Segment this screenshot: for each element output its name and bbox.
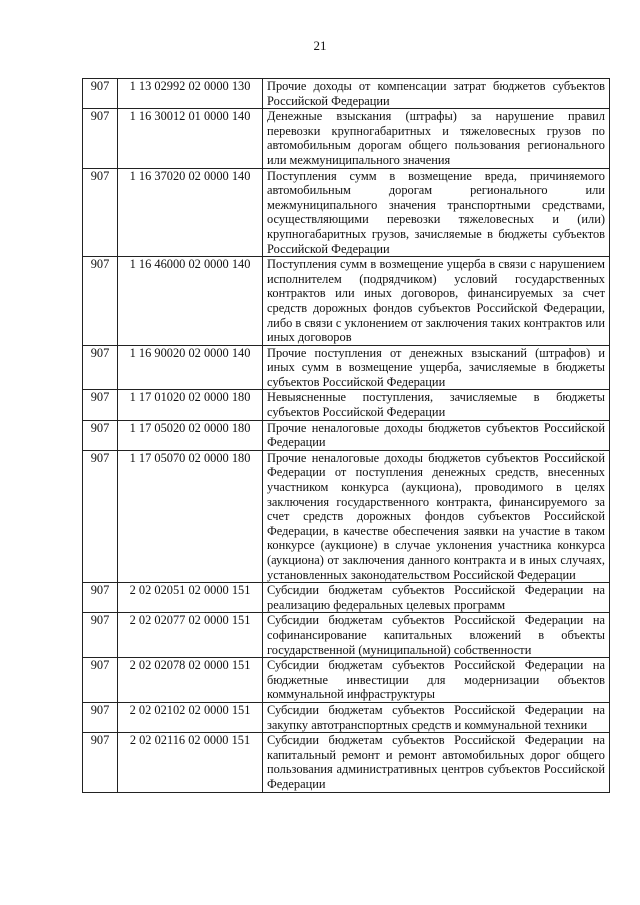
admin-code-cell: 907 — [83, 450, 118, 582]
revenue-description-cell: Прочие неналоговые доходы бюджетов субъектов Российской Федерации от поступления денежных средств, внесенных участником конкурса (аукциона), проводимого в целях заключения государственного контракта, финансируемого за счет средств дорожных фондов субъектов Российской Федерации, в качестве обеспечения заявки на участие в таком конкурсе (аукционе) в случае уклонения участника конкурса (аукциона) от заключения данного контракта и в иных случаях, установленных законодательством Российской Федерации — [263, 450, 610, 582]
table-row — [83, 658, 610, 703]
budget-classification-code-cell: 1 16 30012 01 0000 140 — [118, 109, 263, 168]
table-row — [83, 420, 610, 450]
admin-code-cell: 907 — [83, 420, 118, 450]
admin-code-cell: 907 — [83, 345, 118, 390]
admin-code-cell: 907 — [83, 658, 118, 703]
budget-classification-code-cell: 2 02 02116 02 0000 151 — [118, 733, 263, 792]
admin-code-cell: 907 — [83, 168, 118, 257]
budget-classification-code-cell: 2 02 02078 02 0000 151 — [118, 658, 263, 703]
table-row — [83, 345, 610, 390]
budget-classification-code-cell: 1 13 02992 02 0000 130 — [118, 79, 263, 109]
admin-code-cell: 907 — [83, 109, 118, 168]
revenue-description-cell: Субсидии бюджетам субъектов Российской Федерации на капитальный ремонт и ремонт автомобильных дорог общего пользования административных центров субъектов Российской Федерации — [263, 733, 610, 792]
admin-code-cell: 907 — [83, 390, 118, 420]
revenue-description-cell: Субсидии бюджетам субъектов Российской Федерации на бюджетные инвестиции для модернизации объектов коммунальной инфраструктуры — [263, 658, 610, 703]
table-row — [83, 79, 610, 109]
admin-code-cell: 907 — [83, 733, 118, 792]
budget-classification-code-cell: 1 16 46000 02 0000 140 — [118, 257, 263, 346]
admin-code-cell: 907 — [83, 583, 118, 613]
budget-classification-code-cell: 1 17 05020 02 0000 180 — [118, 420, 263, 450]
budget-classification-code-cell: 1 17 05070 02 0000 180 — [118, 450, 263, 582]
budget-classification-code-cell: 1 17 01020 02 0000 180 — [118, 390, 263, 420]
table-row — [83, 450, 610, 582]
table-body — [83, 79, 610, 793]
admin-code-cell: 907 — [83, 702, 118, 732]
revenue-classification-table — [82, 78, 610, 793]
table-row — [83, 733, 610, 792]
budget-classification-code-cell: 2 02 02051 02 0000 151 — [118, 583, 263, 613]
budget-classification-code-cell: 1 16 37020 02 0000 140 — [118, 168, 263, 257]
table-row — [83, 390, 610, 420]
budget-classification-code-cell: 2 02 02102 02 0000 151 — [118, 702, 263, 732]
revenue-description-cell: Субсидии бюджетам субъектов Российской Федерации на реализацию федеральных целевых программ — [263, 583, 610, 613]
budget-classification-code-cell: 1 16 90020 02 0000 140 — [118, 345, 263, 390]
revenue-description-cell: Субсидии бюджетам субъектов Российской Федерации на софинансирование капитальных вложений в объекты государственной (муниципальной) собственности — [263, 613, 610, 658]
revenue-description-cell: Субсидии бюджетам субъектов Российской Федерации на закупку автотранспортных средств и коммунальной техники — [263, 702, 610, 732]
table-row — [83, 613, 610, 658]
revenue-description-cell: Прочие доходы от компенсации затрат бюджетов субъектов Российской Федерации — [263, 79, 610, 109]
revenue-description-cell: Поступления сумм в возмещение ущерба в связи с нарушением исполнителем (подрядчиком) условий государственных контрактов или иных договоров, финансируемых за счет средств дорожных фондов субъектов Российской Федерации, либо в связи с уклонением от заключения таких контрактов или иных договоров — [263, 257, 610, 346]
admin-code-cell: 907 — [83, 613, 118, 658]
table-row — [83, 257, 610, 346]
revenue-description-cell: Невыясненные поступления, зачисляемые в бюджеты субъектов Российской Федерации — [263, 390, 610, 420]
table-row — [83, 168, 610, 257]
revenue-description-cell: Денежные взыскания (штрафы) за нарушение правил перевозки крупногабаритных и тяжеловесных грузов по автомобильным дорогам общего пользования регионального или межмуниципального значения — [263, 109, 610, 168]
table-row — [83, 583, 610, 613]
budget-classification-code-cell: 2 02 02077 02 0000 151 — [118, 613, 263, 658]
revenue-description-cell: Поступления сумм в возмещение вреда, причиняемого автомобильным дорогам регионального или межмуниципального значения транспортными средствами, осуществляющими перевозки тяжеловесных и (или) крупногабаритных грузов, зачисляемые в бюджеты субъектов Российской Федерации — [263, 168, 610, 257]
table-row — [83, 702, 610, 732]
admin-code-cell: 907 — [83, 257, 118, 346]
admin-code-cell: 907 — [83, 79, 118, 109]
table-row — [83, 109, 610, 168]
revenue-description-cell: Прочие неналоговые доходы бюджетов субъектов Российской Федерации — [263, 420, 610, 450]
page-number: 21 — [313, 38, 327, 53]
revenue-description-cell: Прочие поступления от денежных взысканий (штрафов) и иных сумм в возмещение ущерба, зачисляемые в бюджеты субъектов Российской Федерации — [263, 345, 610, 390]
